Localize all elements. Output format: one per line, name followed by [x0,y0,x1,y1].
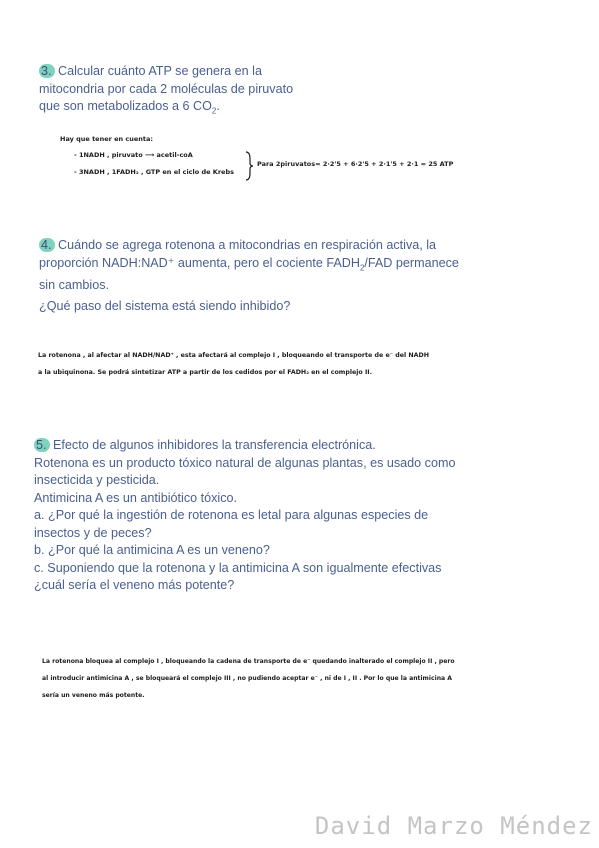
question-3-number: 3. [39,64,55,78]
question-4-text-2b: /FAD permanece [364,255,459,270]
answer-3-item-2: - 3NADH , 1FADH₂ , GTP en el ciclo de Krebs [74,168,234,176]
question-3 [39,63,293,120]
question-3-line-3 [39,98,293,120]
question-4-line-2 [39,255,459,277]
answer-5-line-3: sería un veneno más potente. [42,692,145,699]
answer-5-line-2: al introducir antimicina A , se bloqueará el complejo III , no pudiendo aceptar e⁻ , ni de I , II . Por lo que la antimicina A [42,675,452,682]
question-4-line-1 [39,237,459,255]
question-5-line-7: b. ¿Por qué la antimicina A es un veneno? [34,543,270,557]
brace-icon [245,151,253,181]
question-5-line-2: Rotenona es un producto tóxico natural de algunas plantas, es usado como [34,455,456,470]
question-4-number: 4. [39,238,55,252]
question-5-line-4: Antimicina A es un antibiótico tóxico. [34,490,238,505]
question-5-line-9: ¿cuál sería el veneno más potente? [34,578,235,592]
question-3-line-2: mitocondria por cada 2 moléculas de piruvato [39,81,294,96]
answer-4-line-2: a la ubiquinona. Se podrá sintetizar ATP a partir de los cedidos por el FADH₂ en el complejo II. [38,369,373,376]
question-5-line-6: insectos y de peces? [34,525,152,540]
answer-4-line-1: La rotenona , al afectar al NADH/NAD⁺ , esta afectará al complejo I , bloqueando el transporte de e⁻ del NADH [38,352,430,359]
question-4 [39,237,459,316]
question-5 [34,437,455,595]
question-4-line-3: sin cambios. [39,277,109,292]
question-5-line-1 [34,437,455,455]
question-5-text-1: Efecto de algunos inhibidores la transferencia electrónica. [53,438,376,452]
question-5-line-8: c. Suponiendo que la rotenona y la antimicina A son igualmente efectivas [34,560,442,575]
question-5-number: 5. [34,438,50,452]
question-4-question: ¿Qué paso del sistema está siendo inhibido? [39,299,291,314]
answer-5-line-1: La rotenona bloquea al complejo I , bloqueando la cadena de transporte de e⁻ quedando inalterado el complejo II , pero [42,658,455,665]
question-3-period: . [216,99,220,113]
question-5-line-3: insecticida y pesticida. [34,473,160,487]
question-3-line-1 [39,63,293,81]
question-4-text-2: proporción NADH:NAD⁺ aumenta, pero el cociente FADH [39,255,360,270]
question-4-subscript: 2 [359,263,365,273]
question-3-subscript: 2 [211,106,217,116]
author-watermark: David Marzo Méndez [314,812,593,840]
question-5-line-5: a. ¿Por qué la ingestión de rotenona es letal para algunas especies de [34,508,429,522]
answer-3-header: Hay que tener en cuenta: [60,135,154,143]
answer-3-calculation: Para 2piruvatos= 2·2'5 + 6·2'5 + 2·1'5 + 2·1 = 25 ATP [257,160,454,168]
answer-3-item-1: - 1NADH , piruvato ⟶ acetil-coA [74,151,193,159]
question-3-text-3: que son metabolizados a 6 CO [39,99,212,113]
question-3-text-1: Calcular cuánto ATP se genera en la [58,64,262,78]
question-4-text-1: Cuándo se agrega rotenona a mitocondrias en respiración activa, la [58,238,437,252]
